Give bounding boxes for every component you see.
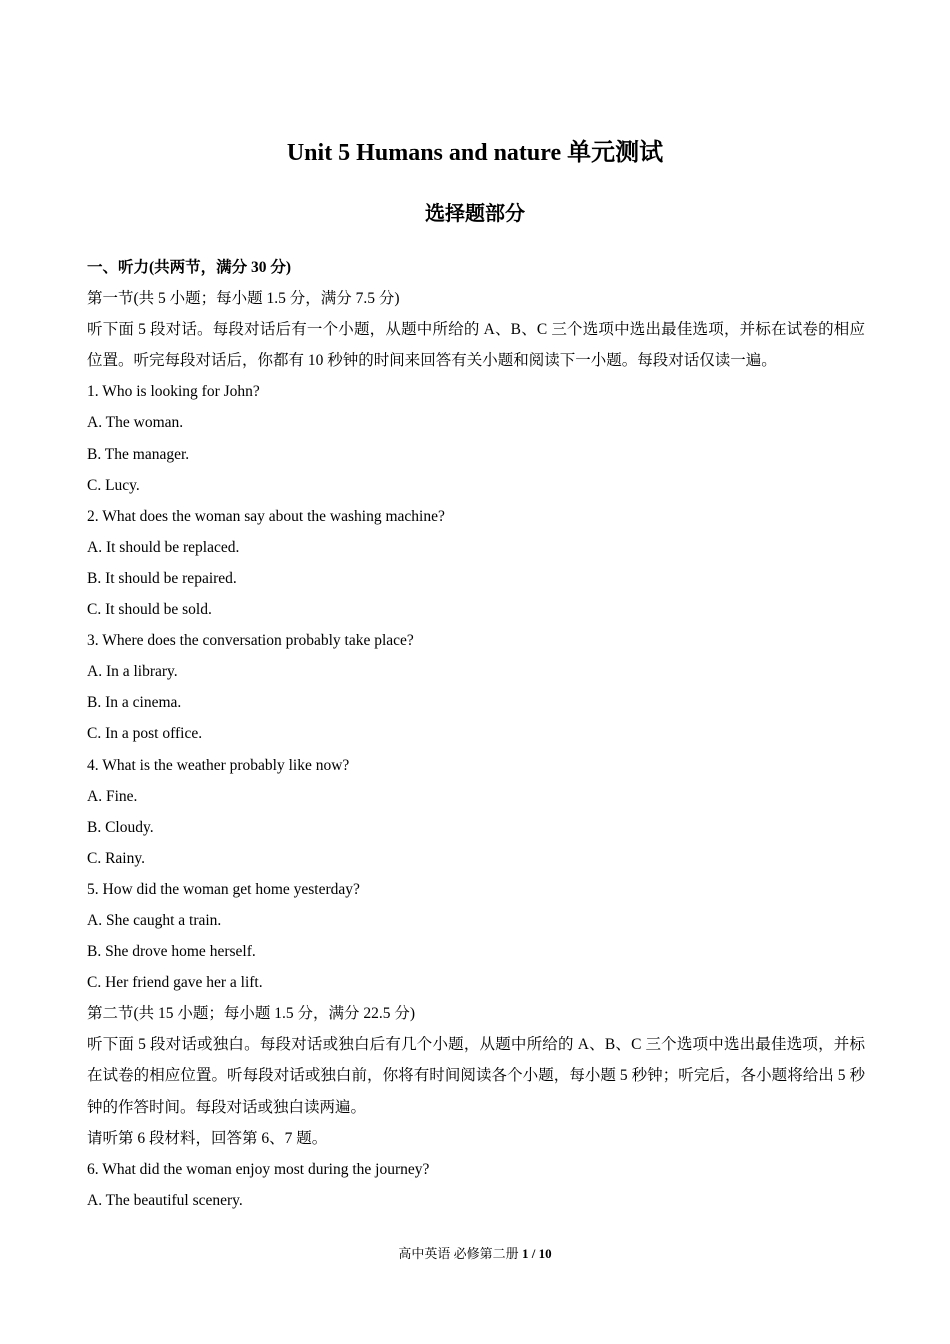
part1-heading: 第一节(共 5 小题；每小题 1.5 分，满分 7.5 分) [87,290,400,308]
option-c: C. Lucy. [87,476,140,494]
option-c: C. In a post office. [87,725,203,743]
option-c: C. Her friend gave her a lift. [87,974,263,992]
question-text: 4. What is the weather probably like now? [87,756,350,774]
option-a: A. It should be replaced. [87,538,240,556]
footer-page-number: 1 [521,1246,529,1261]
option-b: B. Cloudy. [87,818,154,836]
question-text: 5. How did the woman get home yesterday? [87,880,360,898]
question-text: 1. Who is looking for John? [87,383,260,401]
part2-instructions: 听下面 5 段对话或独白。每段对话或独白后有几个小题，从题中所给的 A、B、C 三个选项中选出最佳选项，并标在试卷的相应位置。听每段对话或独白前，你将有时间阅读各个小题，每小题 5 秒钟；听完后，各小题将给出 5 秒钟的作答时间。每段对话或独白读两遍。 [87,1036,865,1116]
option-b: B. She drove home herself. [87,943,256,961]
document-body [87,252,865,1216]
question-text: 3. Where does the conversation probably take place? [87,632,414,650]
footer-book-title: 高中英语 必修第二册 [398,1246,519,1261]
question-text: 2. What does the woman say about the washing machine? [87,507,445,525]
option-b: B. In a cinema. [87,694,182,712]
option-c: C. Rainy. [87,849,145,867]
document-title: Unit 5 Humans and nature 单元测试 [286,140,664,166]
section-heading: 一、听力(共两节，满分 30 分) [87,259,292,276]
option-a: A. In a library. [87,663,178,681]
question-text: 6. What did the woman enjoy most during the journey? [87,1160,430,1178]
footer-page-total: 10 [538,1246,552,1261]
option-a: A. She caught a train. [87,911,222,929]
option-b: B. It should be repaired. [87,569,237,587]
option-a: A. The woman. [87,414,184,432]
footer-page-separator: / [531,1246,539,1261]
option-b: B. The manager. [87,445,190,463]
section-subtitle: 选择题部分 [425,203,525,225]
page-footer [0,1244,950,1264]
part2-heading: 第二节(共 15 小题；每小题 1.5 分，满分 22.5 分) [87,1005,416,1023]
option-a: A. The beautiful scenery. [87,1191,243,1209]
option-c: C. It should be sold. [87,601,212,619]
part1-instructions: 听下面 5 段对话。每段对话后有一个小题，从题中所给的 A、B、C 三个选项中选出最佳选项，并标在试卷的相应位置。听完每段对话后，你都有 10 秒钟的时间来回答有关小题和阅读下一小题。每段对话仅读一遍。 [87,321,865,370]
material-note: 请听第 6 段材料，回答第 6、7 题。 [87,1129,328,1147]
option-a: A. Fine. [87,787,138,805]
